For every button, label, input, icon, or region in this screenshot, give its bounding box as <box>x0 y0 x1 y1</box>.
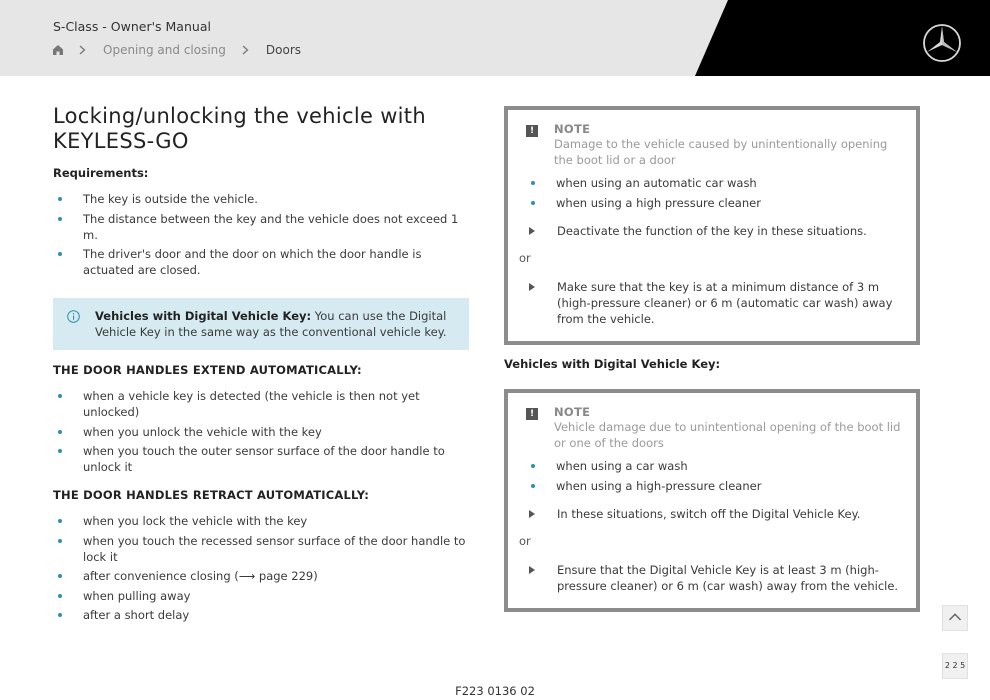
page-title: Locking/unlocking the vehicle with KEYLESS-GO <box>53 104 426 153</box>
play-arrow-icon <box>529 283 535 291</box>
bullet-icon <box>58 594 62 598</box>
list-item: when you touch the outer sensor surface of the door handle to unlock it <box>53 443 469 475</box>
note-bullet-list <box>522 175 902 211</box>
bullet-icon <box>58 252 62 256</box>
action-step: Ensure that the Digital Vehicle Key is at least 3 m (high-pressure cleaner) or 6 m (car wash) away from the vehicle. <box>522 562 902 594</box>
play-arrow-icon <box>529 227 535 235</box>
warning-icon: ! <box>526 408 538 420</box>
breadcrumb <box>52 42 301 58</box>
retract-list <box>53 513 469 623</box>
note-header <box>522 122 902 168</box>
note-bullet-list <box>522 458 902 494</box>
header <box>0 0 990 76</box>
right-column <box>504 106 920 612</box>
bullet-icon <box>58 217 62 221</box>
left-column <box>53 104 469 627</box>
document-title: S-Class - Owner's Manual <box>53 19 211 34</box>
bullet-icon <box>531 201 535 205</box>
list-item: when using a high-pressure cleaner <box>522 478 902 494</box>
note-header <box>522 405 902 451</box>
list-item: The key is outside the vehicle. <box>53 191 469 207</box>
info-icon <box>67 310 80 323</box>
list-item: when using an automatic car wash <box>522 175 902 191</box>
extend-heading: THE DOOR HANDLES EXTEND AUTOMATICALLY: <box>53 363 362 377</box>
retract-heading: THE DOOR HANDLES RETRACT AUTOMATICALLY: <box>53 488 370 502</box>
mercedes-star-logo-icon <box>922 23 962 63</box>
note-text: Vehicle damage due to unintentional opening of the boot lid or one of the doors <box>554 420 901 450</box>
chevron-right-icon <box>241 45 250 55</box>
list-item: when using a car wash <box>522 458 902 474</box>
extend-list <box>53 388 469 475</box>
breadcrumb-item-doors: Doors <box>265 43 302 57</box>
warning-icon: ! <box>526 125 538 137</box>
info-bold-label: Vehicles with Digital Vehicle Key: <box>95 309 312 323</box>
list-item: when you unlock the vehicle with the key <box>53 424 469 440</box>
or-separator: or <box>519 251 531 265</box>
bullet-icon <box>531 181 535 185</box>
list-item: when you touch the recessed sensor surface of the door handle to lock it <box>53 533 469 565</box>
chevron-up-icon <box>943 606 967 630</box>
note-text: Damage to the vehicle caused by unintentionally opening the boot lid or a door <box>554 137 888 167</box>
action-step: In these situations, switch off the Digital Vehicle Key. <box>522 506 902 522</box>
or-separator: or <box>519 534 531 548</box>
page-number-button[interactable]: 2 2 5 <box>942 653 968 679</box>
list-item: when using a high pressure cleaner <box>522 195 902 211</box>
requirements-list <box>53 191 469 278</box>
bullet-icon <box>58 430 62 434</box>
bullet-icon <box>58 197 62 201</box>
list-item: when a vehicle key is detected (the vehicle is then not yet unlocked) <box>53 388 469 420</box>
note-label: NOTE <box>554 405 591 419</box>
digital-vehicle-key-heading: Vehicles with Digital Vehicle Key: <box>504 357 721 371</box>
page-link: after convenience closing (⟶ page 229) <box>83 569 318 583</box>
bullet-icon <box>58 574 62 578</box>
list-item: The driver's door and the door on which the door handle is actuated are closed. <box>53 246 469 278</box>
list-item[interactable] <box>53 568 469 584</box>
chevron-right-icon <box>78 45 87 55</box>
bullet-icon <box>531 464 535 468</box>
breadcrumb-item-opening-and-closing[interactable]: Opening and closing <box>103 43 226 57</box>
info-text: You can use the Digital Vehicle Key in the same way as the conventional vehicle key. <box>95 309 447 339</box>
action-step: Deactivate the function of the key in these situations. <box>522 223 902 239</box>
home-icon[interactable] <box>52 44 64 56</box>
action-step: Make sure that the key is at a minimum distance of 3 m (high-pressure cleaner) or 6 m (automatic car wash) away from the vehicle. <box>522 279 902 327</box>
play-arrow-icon <box>529 566 535 574</box>
note-box-digital-vehicle-key <box>504 389 920 612</box>
list-item: when pulling away <box>53 588 469 604</box>
note-label: NOTE <box>554 122 591 136</box>
bullet-icon <box>531 484 535 488</box>
bullet-icon <box>58 519 62 523</box>
bullet-icon <box>58 539 62 543</box>
requirements-heading: Requirements: <box>53 166 149 180</box>
list-item: The distance between the key and the vehicle does not exceed 1 m. <box>53 211 469 243</box>
bullet-icon <box>58 613 62 617</box>
note-box-key <box>504 106 920 345</box>
figure-code: F223 0136 02 <box>455 684 535 698</box>
list-item: when you lock the vehicle with the key <box>53 513 469 529</box>
scroll-to-top-button[interactable] <box>942 605 968 631</box>
play-arrow-icon <box>529 510 535 518</box>
bullet-icon <box>58 449 62 453</box>
bullet-icon <box>58 394 62 398</box>
info-box-digital-vehicle-key <box>53 298 469 350</box>
list-item: after a short delay <box>53 607 469 623</box>
